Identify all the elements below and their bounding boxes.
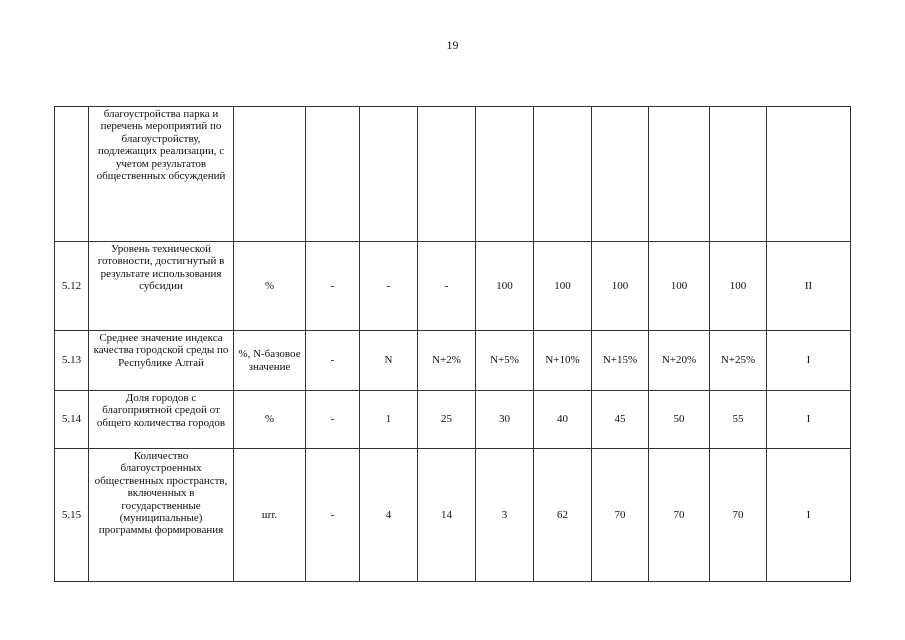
value-cell: [360, 107, 418, 242]
value-cell: N+10%: [534, 331, 592, 391]
value-cell: N+2%: [418, 331, 476, 391]
value-cell: 100: [476, 242, 534, 331]
value-cell: [592, 107, 649, 242]
row-number: 5.13: [55, 331, 89, 391]
value-cell: [534, 107, 592, 242]
value-cell: 30: [476, 391, 534, 449]
value-cell: 62: [534, 449, 592, 582]
value-cell: 70: [592, 449, 649, 582]
value-cell: N+15%: [592, 331, 649, 391]
value-cell: -: [306, 242, 360, 331]
value-cell: -: [418, 242, 476, 331]
class-cell: II: [767, 242, 851, 331]
class-cell: [767, 107, 851, 242]
row-number: 5.12: [55, 242, 89, 331]
value-cell: -: [306, 331, 360, 391]
value-cell: N+20%: [649, 331, 710, 391]
value-cell: 4: [360, 449, 418, 582]
value-cell: 40: [534, 391, 592, 449]
value-cell: N+25%: [710, 331, 767, 391]
value-cell: 3: [476, 449, 534, 582]
table-row: [55, 242, 851, 331]
value-cell: 70: [649, 449, 710, 582]
value-cell: [476, 107, 534, 242]
value-cell: [306, 107, 360, 242]
value-cell: 100: [649, 242, 710, 331]
value-cell: 1: [360, 391, 418, 449]
class-cell: I: [767, 331, 851, 391]
indicator-name: Уровень технической готовности, достигнутый в результате использования субсидии: [89, 242, 234, 331]
value-cell: 14: [418, 449, 476, 582]
value-cell: 100: [592, 242, 649, 331]
value-cell: -: [360, 242, 418, 331]
table-row: [55, 449, 851, 582]
table-row: [55, 391, 851, 449]
page-number: 19: [446, 38, 459, 52]
table-row: [55, 107, 851, 242]
value-cell: N: [360, 331, 418, 391]
value-cell: 25: [418, 391, 476, 449]
value-cell: 55: [710, 391, 767, 449]
value-cell: [710, 107, 767, 242]
row-number: [55, 107, 89, 242]
indicator-name: благоустройства парка и перечень мероприятий по благоустройству, подлежащих реализации, с учетом результатов общественных обсуждений: [89, 107, 234, 242]
row-number: 5.14: [55, 391, 89, 449]
class-cell: I: [767, 391, 851, 449]
value-cell: [649, 107, 710, 242]
value-cell: 50: [649, 391, 710, 449]
unit-cell: шт.: [234, 449, 306, 582]
row-number: 5.15: [55, 449, 89, 582]
unit-cell: %: [234, 391, 306, 449]
value-cell: -: [306, 449, 360, 582]
indicator-name: Среднее значение индекса качества городской среды по Республике Алтай: [89, 331, 234, 391]
value-cell: 45: [592, 391, 649, 449]
unit-cell: %, N-базовое значение: [234, 331, 306, 391]
value-cell: [418, 107, 476, 242]
value-cell: N+5%: [476, 331, 534, 391]
indicator-name: Доля городов с благоприятной средой от общего количества городов: [89, 391, 234, 449]
value-cell: -: [306, 391, 360, 449]
table-row: [55, 331, 851, 391]
indicator-name: Количество благоустроенных общественных пространств, включенных в государственные (муниципальные) программы формирования: [89, 449, 234, 582]
indicators-table: [54, 106, 851, 582]
unit-cell: %: [234, 242, 306, 331]
class-cell: I: [767, 449, 851, 582]
unit-cell: [234, 107, 306, 242]
value-cell: 100: [534, 242, 592, 331]
value-cell: 70: [710, 449, 767, 582]
value-cell: 100: [710, 242, 767, 331]
